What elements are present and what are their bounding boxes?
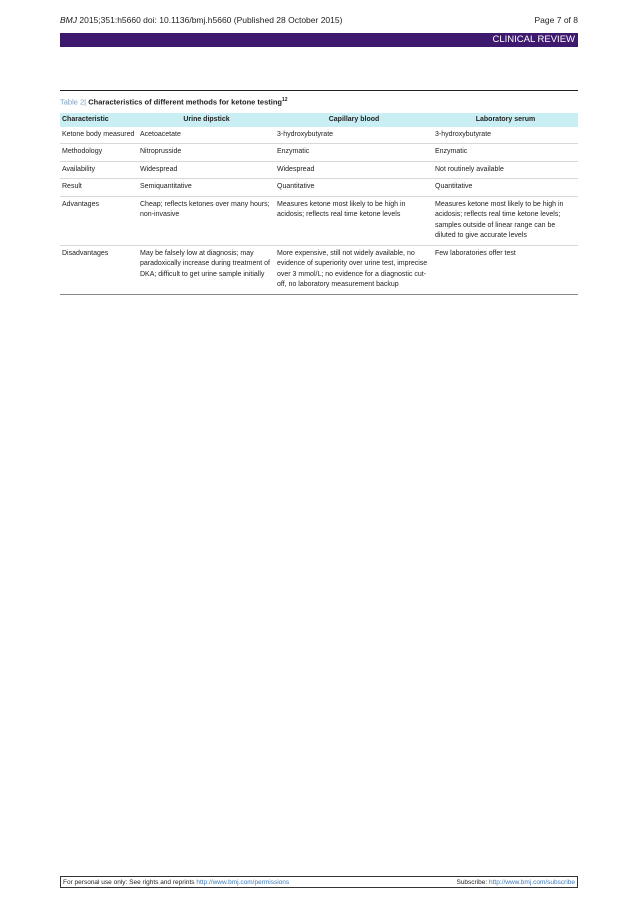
journal-name: BMJ <box>60 15 77 25</box>
table-cell: Not routinely available <box>433 161 578 179</box>
table-cell: Widespread <box>275 161 433 179</box>
header-citation <box>60 15 342 25</box>
table-row <box>60 179 578 197</box>
table-caption <box>60 97 578 107</box>
table-row <box>60 245 578 294</box>
section-banner: CLINICAL REVIEW <box>60 33 578 47</box>
table-row <box>60 127 578 144</box>
footer-subscribe-text: Subscribe: <box>456 879 490 886</box>
permissions-link[interactable]: http://www.bmj.com/permissions <box>196 879 290 886</box>
table-cell: Few laboratories offer test <box>433 245 578 294</box>
citation-text: 2015;351:h5660 doi: 10.1136/bmj.h5660 (Published 28 October 2015) <box>79 15 343 25</box>
table-cell: 3-hydroxybutyrate <box>275 127 433 144</box>
table-cell: Semiquantitative <box>138 179 275 197</box>
table-reference: 12 <box>282 97 288 103</box>
table-cell: Measures ketone most likely to be high in acidosis; reflects real time ketone levels <box>275 196 433 245</box>
page-number: Page 7 of 8 <box>534 15 578 25</box>
table-block <box>60 90 578 295</box>
table-row <box>60 144 578 162</box>
table-number: Table 2| <box>60 97 87 107</box>
table-top-rule <box>60 90 578 91</box>
column-header: Characteristic <box>60 113 138 127</box>
subscribe-link[interactable]: http://www.bmj.com/subscribe <box>489 879 575 886</box>
column-header: Laboratory serum <box>433 113 578 127</box>
table-cell: May be falsely low at diagnosis; may paradoxically increase during treatment of DKA; difficult to get urine sample initially <box>138 245 275 294</box>
table-cell: Result <box>60 179 138 197</box>
table-cell: More expensive, still not widely available, no evidence of superiority over urine test, imprecise over 3 mmol/L; no evidence for a diagnostic cut-off, no laboratory measurement backup <box>275 245 433 294</box>
table-cell: Quantitative <box>433 179 578 197</box>
table-cell: Advantages <box>60 196 138 245</box>
footer-permissions <box>63 879 289 886</box>
table-cell: Enzymatic <box>433 144 578 162</box>
table-cell: Methodology <box>60 144 138 162</box>
table-cell: Enzymatic <box>275 144 433 162</box>
table-cell: Measures ketone most likely to be high in acidosis; reflects real time ketone levels; samples outside of linear range can be diluted to give accurate levels <box>433 196 578 245</box>
table-cell: Ketone body measured <box>60 127 138 144</box>
table-cell: 3-hydroxybutyrate <box>433 127 578 144</box>
table-cell: Quantitative <box>275 179 433 197</box>
footer-subscribe <box>456 879 575 886</box>
column-header: Capillary blood <box>275 113 433 127</box>
table-cell: Widespread <box>138 161 275 179</box>
footer-permissions-text: For personal use only: See rights and reprints <box>63 879 197 886</box>
table-cell: Cheap; reflects ketones over many hours; non-invasive <box>138 196 275 245</box>
running-header <box>60 15 578 27</box>
table-header-row <box>60 113 578 127</box>
column-header: Urine dipstick <box>138 113 275 127</box>
table-cell: Disadvantages <box>60 245 138 294</box>
table-title: Characteristics of different methods for ketone testing <box>86 97 283 107</box>
table-row <box>60 161 578 179</box>
ketone-methods-table <box>60 113 578 295</box>
page-footer <box>60 876 578 888</box>
table-cell: Acetoacetate <box>138 127 275 144</box>
table-cell: Nitroprusside <box>138 144 275 162</box>
table-cell: Availability <box>60 161 138 179</box>
table-row <box>60 196 578 245</box>
